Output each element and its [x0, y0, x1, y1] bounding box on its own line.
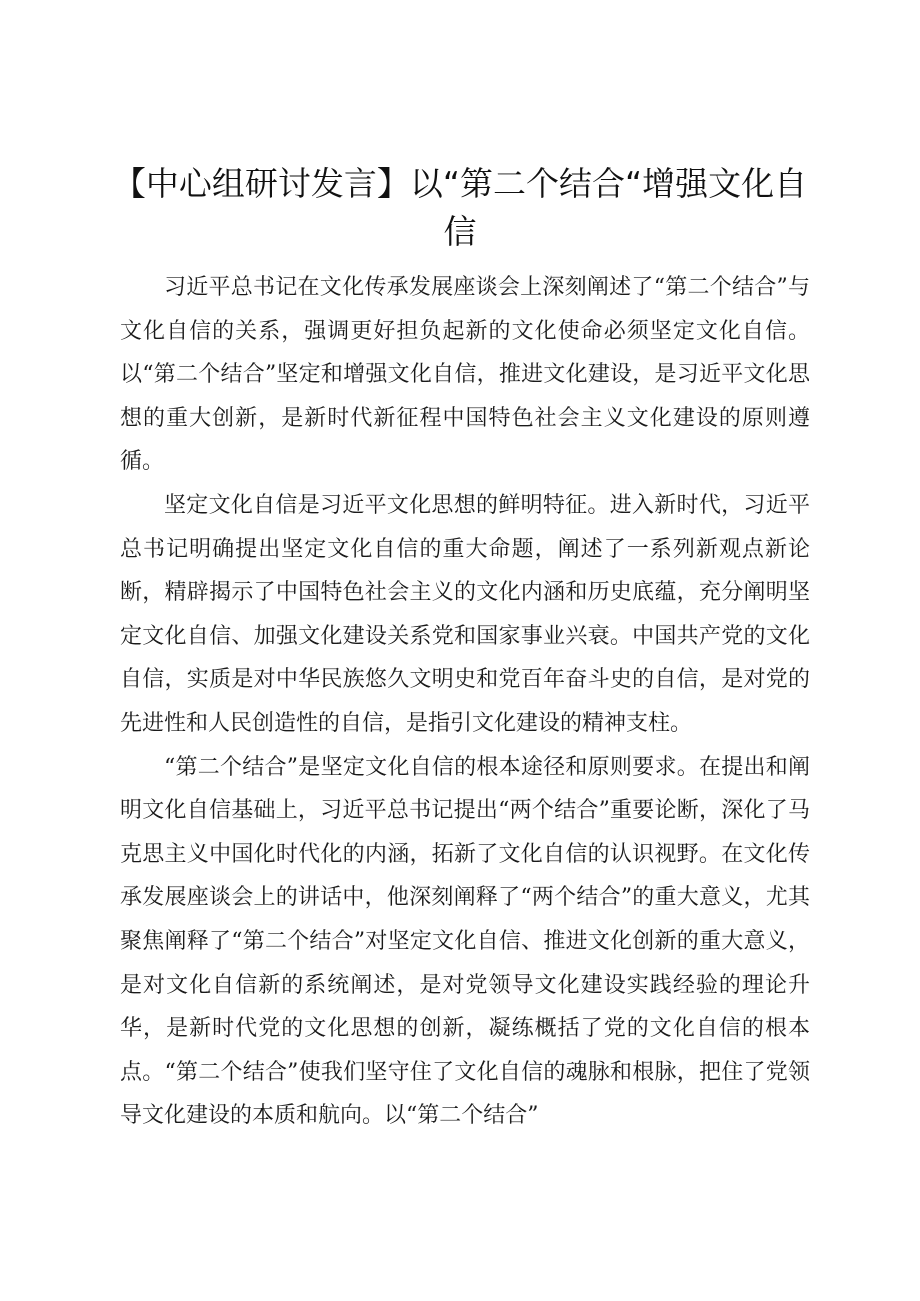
paragraph-2: 坚定文化自信是习近平文化思想的鲜明特征。进入新时代，习近平总书记明确提出坚定文化自信的重大命题，阐述了一系列新观点新论断，精辟揭示了中国特色社会主义的文化内涵和历史底蕴，充分阐明坚定文化自信、加强文化建设关系党和国家事业兴衰。中国共产党的文化自信，实质是对中华民族悠久文明史和党百年奋斗史的自信，是对党的先进性和人民创造性的自信，是指引文化建设的精神支柱。	[120, 492, 810, 736]
paragraph-1: 习近平总书记在文化传承发展座谈会上深刻阐述了“第二个结合”与文化自信的关系，强调更好担负起新的文化使命必须坚定文化自信。以“第二个结合”坚定和增强文化自信，推进文化建设，是习近平文化思想的重大创新，是新时代新征程中国特色社会主义文化建设的原则遵循。	[120, 275, 810, 475]
paragraph-3: “第二个结合”是坚定文化自信的根本途径和原则要求。在提出和阐明文化自信基础上，习近平总书记提出“两个结合”重要论断，深化了马克思主义中国化时代化的内涵，拓新了文化自信的认识视野。在文化传承发展座谈会上的讲话中，他深刻阐释了“两个结合”的重大意义，尤其聚焦阐释了“第二个结合”对坚定文化自信、推进文化创新的重大意义，是对文化自信新的系统阐述，是对党领导文化建设实践经验的理论升华，是新时代党的文化思想的创新，凝练概括了党的文化自信的根本点。“第二个结合”使我们坚守住了文化自信的魂脉和根脉，把住了党领导文化建设的本质和航向。以“第二个结合”	[120, 754, 810, 1129]
document-body	[120, 266, 810, 1138]
document-title: 【中心组研讨发言】以“第二个结合“增强文化自信	[112, 164, 808, 251]
